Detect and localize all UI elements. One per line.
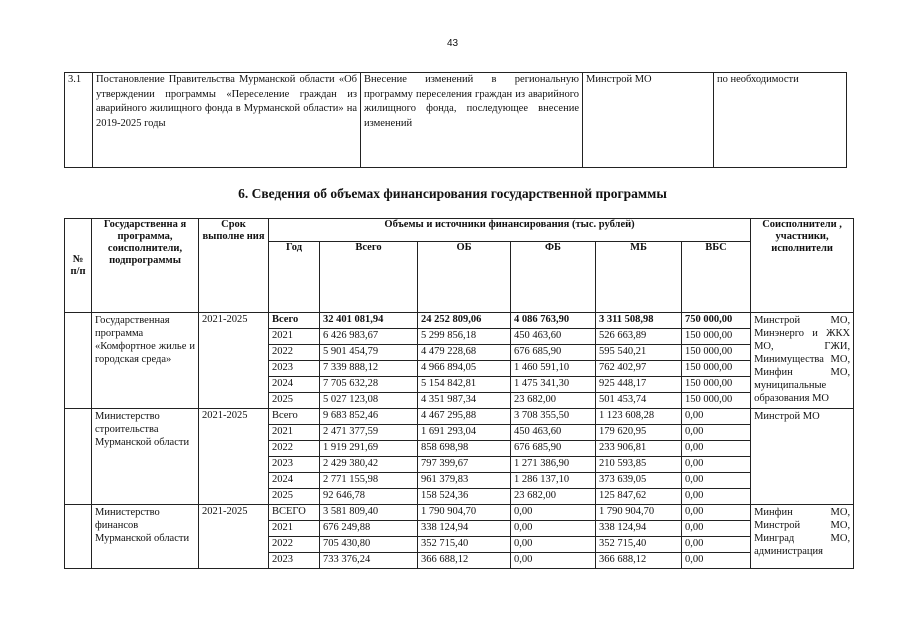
value-vbs: 0,00 [682,521,751,537]
value-fb: 1 286 137,10 [511,473,596,489]
value-fb: 1 460 591,10 [511,361,596,377]
header-term: Срок выполне ния [199,219,269,313]
table-row [65,313,854,329]
table-row [65,73,847,168]
value-ob: 338 124,94 [418,521,511,537]
value-fb: 676 685,90 [511,345,596,361]
value-fb: 23 682,00 [511,393,596,409]
finance-table [64,218,854,569]
value-mb: 338 124,94 [596,521,682,537]
value-year: Всего [269,409,320,425]
value-mb: 501 453,74 [596,393,682,409]
value-mb: 366 688,12 [596,553,682,569]
value-fb: 450 463,60 [511,329,596,345]
section-heading: 6. Сведения об объемах финансирования государственной программы [238,186,667,201]
term-cell: 2021-2025 [199,313,269,409]
program-cell: Государственная программа «Комфортное жилье и городская среда» [92,313,199,409]
value-total: 1 919 291,69 [320,441,418,457]
value-ob: 352 715,40 [418,537,511,553]
value-fb: 450 463,60 [511,425,596,441]
value-total: 5 027 123,08 [320,393,418,409]
value-vbs: 0,00 [682,489,751,505]
row-number [65,409,92,505]
value-year: 2022 [269,345,320,361]
value-vbs: 0,00 [682,409,751,425]
header-volumes: Объемы и источники финансирования (тыс. рублей) [269,219,751,242]
header-year: Год [269,242,320,313]
value-fb: 0,00 [511,553,596,569]
executors-cell: Минфин МО, Минстрой МО, Минград МО, администрация [751,505,854,569]
value-mb: 925 448,17 [596,377,682,393]
value-total: 2 429 380,42 [320,457,418,473]
value-total: 92 646,78 [320,489,418,505]
value-ob: 858 698,98 [418,441,511,457]
value-mb: 1 123 608,28 [596,409,682,425]
value-fb: 1 475 341,30 [511,377,596,393]
program-cell: Министерство финансов Мурманской области [92,505,199,569]
value-ob: 5 299 856,18 [418,329,511,345]
header-program: Государственна я программа, соисполнители, подпрограммы [92,219,199,313]
header-executors: Соисполнители , участники, исполнители [751,219,854,313]
finance-table-body [65,313,854,569]
page-number: 43 [446,38,459,49]
value-ob: 797 399,67 [418,457,511,473]
value-vbs: 0,00 [682,537,751,553]
value-year: 2024 [269,377,320,393]
value-mb: 762 402,97 [596,361,682,377]
deadline-cell: по необходимости [714,73,847,168]
term-cell: 2021-2025 [199,505,269,569]
value-year: 2021 [269,425,320,441]
value-total: 6 426 983,67 [320,329,418,345]
value-vbs: 150 000,00 [682,377,751,393]
measures-table [64,72,847,168]
value-mb: 595 540,21 [596,345,682,361]
header-num: № п/п [65,219,92,313]
value-vbs: 150 000,00 [682,393,751,409]
value-vbs: 150 000,00 [682,329,751,345]
value-total: 733 376,24 [320,553,418,569]
value-vbs: 0,00 [682,473,751,489]
header-ob: ОБ [418,242,511,313]
table-row [65,505,854,521]
value-total: 2 471 377,59 [320,425,418,441]
value-ob: 158 524,36 [418,489,511,505]
table-row [65,409,854,425]
value-ob: 1 790 904,70 [418,505,511,521]
value-ob: 4 351 987,34 [418,393,511,409]
value-fb: 4 086 763,90 [511,313,596,329]
value-vbs: 0,00 [682,457,751,473]
value-year: 2021 [269,329,320,345]
row-number [65,505,92,569]
value-mb: 3 311 508,98 [596,313,682,329]
value-year: 2023 [269,457,320,473]
header-vbs: ВБС [682,242,751,313]
row-number: 3.1 [65,73,93,168]
value-year: 2023 [269,553,320,569]
value-fb: 0,00 [511,505,596,521]
value-total: 5 901 454,79 [320,345,418,361]
value-total: 705 430,80 [320,537,418,553]
value-vbs: 150 000,00 [682,361,751,377]
value-total: 676 249,88 [320,521,418,537]
value-total: 9 683 852,46 [320,409,418,425]
value-vbs: 0,00 [682,441,751,457]
value-mb: 1 790 904,70 [596,505,682,521]
value-fb: 676 685,90 [511,441,596,457]
value-fb: 0,00 [511,537,596,553]
value-ob: 4 966 894,05 [418,361,511,377]
value-mb: 373 639,05 [596,473,682,489]
value-fb: 1 271 386,90 [511,457,596,473]
action-cell: Внесение изменений в региональную программу переселения граждан из аварийного жилищного фонда, последующее внесение изменений [361,73,583,168]
executors-cell: Минстрой МО, Минэнерго и ЖКХ МО, ГЖИ, Минимущества МО, Минфин МО, муниципальные образования МО [751,313,854,409]
value-fb: 23 682,00 [511,489,596,505]
value-year: 2023 [269,361,320,377]
value-vbs: 0,00 [682,425,751,441]
value-vbs: 150 000,00 [682,345,751,361]
value-ob: 4 479 228,68 [418,345,511,361]
value-mb: 210 593,85 [596,457,682,473]
value-ob: 5 154 842,81 [418,377,511,393]
header-mb: МБ [596,242,682,313]
responsible-cell: Минстрой МО [583,73,714,168]
document-cell: Постановление Правительства Мурманской области «Об утверждении программы «Переселение граждан из аварийного жилищного фонда в Мурманской области» на 2019-2025 годы [93,73,361,168]
value-year: 2022 [269,441,320,457]
value-ob: 4 467 295,88 [418,409,511,425]
header-row [65,219,854,242]
value-fb: 0,00 [511,521,596,537]
value-mb: 125 847,62 [596,489,682,505]
value-year: ВСЕГО [269,505,320,521]
header-fb: ФБ [511,242,596,313]
header-total: Всего [320,242,418,313]
value-total: 7 705 632,28 [320,377,418,393]
value-total: 3 581 809,40 [320,505,418,521]
row-number [65,313,92,409]
value-year: 2024 [269,473,320,489]
value-ob: 961 379,83 [418,473,511,489]
value-ob: 24 252 809,06 [418,313,511,329]
value-vbs: 750 000,00 [682,313,751,329]
value-year: 2022 [269,537,320,553]
value-year: 2021 [269,521,320,537]
value-year: 2025 [269,489,320,505]
value-year: 2025 [269,393,320,409]
value-fb: 3 708 355,50 [511,409,596,425]
executors-cell: Минстрой МО [751,409,854,505]
value-year: Всего [269,313,320,329]
value-ob: 1 691 293,04 [418,425,511,441]
value-mb: 233 906,81 [596,441,682,457]
value-total: 2 771 155,98 [320,473,418,489]
value-total: 7 339 888,12 [320,361,418,377]
value-mb: 352 715,40 [596,537,682,553]
value-mb: 526 663,89 [596,329,682,345]
term-cell: 2021-2025 [199,409,269,505]
program-cell: Министерство строительства Мурманской области [92,409,199,505]
value-total: 32 401 081,94 [320,313,418,329]
value-vbs: 0,00 [682,553,751,569]
value-ob: 366 688,12 [418,553,511,569]
value-vbs: 0,00 [682,505,751,521]
value-mb: 179 620,95 [596,425,682,441]
